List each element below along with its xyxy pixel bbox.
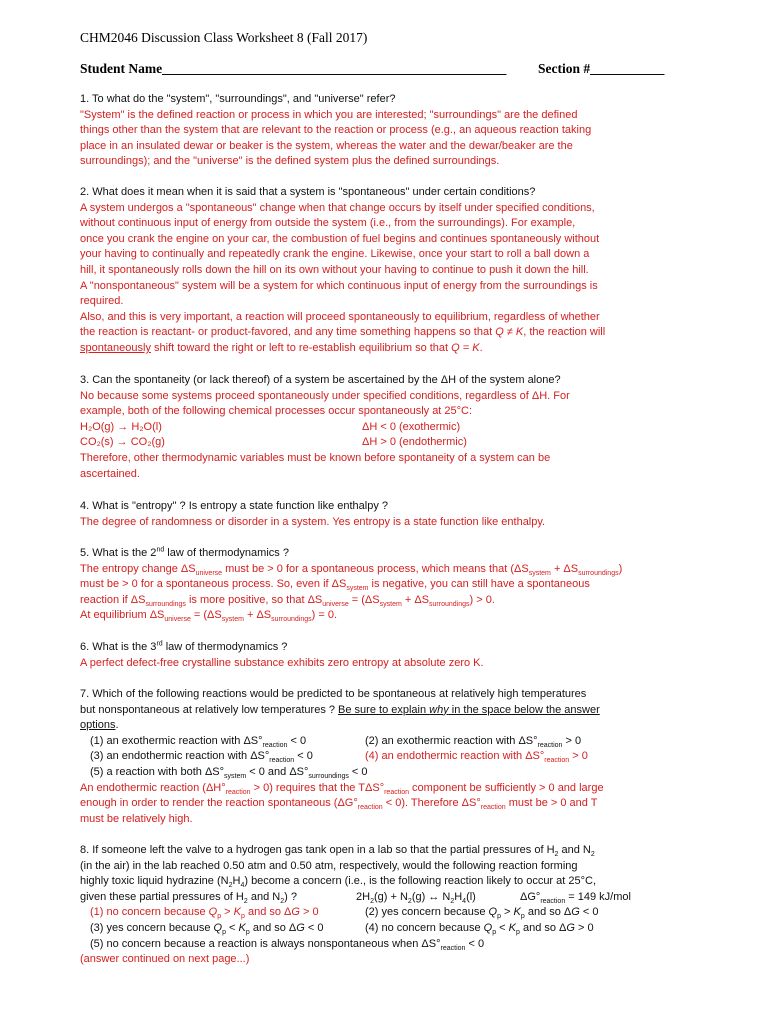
answer-1-line: place in an insulated dewar or beaker is the system, whereas the water and the dewar/beaker are the [80,139,573,152]
section-field [538,61,664,77]
answer-3-line: ascertained. [80,467,140,480]
q8-text: > [500,906,514,919]
q8-text: ΔG° [520,890,541,903]
student-name-label: Student Name [80,61,163,76]
q8-delta-g [520,890,631,906]
q8-var: G [571,906,580,919]
q-equals-k: Q = K [451,341,480,354]
q8-sub: 2 [590,851,595,859]
q7-option-4-correct [365,749,588,765]
q8-sub: reaction [440,944,466,952]
a7-text: must be > 0 and T [505,797,598,810]
q8-var: Q [488,906,498,919]
q8-var: Q [213,921,223,934]
answer-3-line: example, both of the following chemical processes occur spontaneously at 25°C: [80,405,473,418]
answer-2-line: once you crank the engine on your car, the combustion of fuel begins and continues spontaneously without [80,232,600,245]
answer-2-line: hill, it spontaneously rolls down the hill on its own without your having to continue to push it down the hill. [80,263,589,276]
a5-sub: system [528,569,551,577]
q8-sub: 2 [554,851,559,859]
q8-var: G [566,921,575,934]
q8-text: 8. If someone left the valve to a hydrogen gas tank open in a lab so that the partial pressures of H [80,844,555,856]
q7-option-1 [90,735,306,747]
q8-sub: 2 [407,897,412,905]
q8-sub: 2 [280,897,285,905]
answer-2-line: without continuous input of energy from outside the system (i.e., from the surroundings). For example, [80,217,576,230]
q8-var: K [508,921,516,934]
a7-sub: reaction [384,788,409,796]
question-7-line: 7. Which of the following reactions would be predicted to be spontaneous at relatively high temperatures [80,688,587,700]
q7-sub: reaction [262,741,288,749]
answer-2-text: . [479,341,483,354]
q8-option-1-correct [90,906,319,921]
q8-text: (l) [466,890,476,903]
a5-sub: universe [164,616,191,624]
q5-sup: nd [156,546,165,554]
reaction-row-2 [80,435,692,451]
a7-text: < 0). Therefore ΔS° [382,797,481,810]
q7-text: < 0 [348,765,368,778]
q7-text: . [115,719,119,732]
q7-text: < 0 [287,734,307,747]
answer-2-line: your having to continually and repeatedly crank the engine. Likewise, once your start to roll a ball down a [80,248,590,261]
q8-text: highly toxic liquid hydrazine (N [80,875,229,888]
a5-sub: universe [322,600,349,608]
question-5-text [80,546,692,562]
student-name-line: ___________________________________________________ [162,61,507,76]
question-8-line [80,874,692,890]
answer-5-line [80,593,692,609]
q8-text: (g) ↔ N [411,890,451,903]
q8-sub: p [241,913,245,921]
answer-4-text: The degree of randomness or disorder in a system. Yes entropy is a state function like enthalpy. [80,515,546,528]
q7-text: (1) an exothermic reaction with ΔS° [90,734,263,747]
a5-text: + ΔS [550,562,579,575]
question-8-line [80,843,692,859]
a5-sub: surroundings [429,600,470,608]
question-7 [80,687,692,827]
q7-underlined [338,704,600,716]
q8-text: < [225,921,239,934]
q7-sub: system [224,773,247,781]
q8-text: and N [558,844,591,856]
q8-sub: p [492,929,497,937]
question-7-line [80,718,692,734]
q8-text: = 149 kJ/mol [565,890,631,903]
section-label: Section # [538,61,591,76]
a5-text: ) > 0. [469,593,495,606]
a7-text: component be sufficiently > 0 and large [409,781,604,794]
a7-sub: reaction [357,804,383,812]
a5-text: must be > 0 for a spontaneous process, which means that (ΔS [222,562,529,575]
a5-text: = (ΔS [190,609,222,622]
q8-text: (g) + N [373,890,408,903]
q8-var: K [238,921,246,934]
worksheet-title: CHM2046 Discussion Class Worksheet 8 (Fall 2017) [80,30,368,45]
q6-text: law of thermodynamics ? [162,641,288,653]
question-3-text: 3. Can the spontaneity (or lack thereof) of a system be ascertained by the ΔH of the system alone? [80,374,561,386]
q8-text: > 0 [574,921,594,934]
question-2-text: 2. What does it mean when it is said that a system is "spontaneous" under certain conditions? [80,186,536,198]
q8-text: < 0 [579,906,599,919]
q8-text: (1) no concern because [90,906,209,919]
question-8-line: (in the air) in the lab reached 0.50 atm and 0.50 atm, respectively, would the following reaction forming [80,859,578,872]
reaction-1-enthalpy: ΔH < 0 (exothermic) [362,420,461,433]
q8-sub: p [520,913,525,921]
q8-text: 2H [356,890,371,903]
q7-text: but nonspontaneous at relatively low temperatures ? [80,703,339,716]
q8-var: Q [208,906,218,919]
q7-why: why [429,703,449,716]
q8-text: > [221,906,234,919]
a5-sub: system [379,600,402,608]
q8-option-5 [80,937,692,953]
q8-var: K [513,906,521,919]
q7-options-row [80,749,692,765]
q8-sub: 2 [450,897,455,905]
q8-var: Q [483,921,493,934]
answer-7-line [80,781,692,797]
reaction-row-1 [80,420,692,436]
question-7-line [80,703,692,719]
a5-sub: system [346,585,369,593]
q8-sub: p [217,913,222,921]
q8-reaction-equation [356,890,476,906]
q7-option-2 [365,734,581,750]
q5-text: law of thermodynamics ? [164,547,289,559]
spontaneously-underlined: spontaneously [80,341,151,354]
answer-5-line [80,577,692,593]
q8-var: G [296,921,305,934]
q7-options-row [80,734,692,750]
q8-sub: 2 [370,897,374,905]
q7-text: (5) a reaction with both ΔS° [90,765,225,778]
a5-text: = (ΔS [348,593,380,606]
q7-sub: reaction [544,757,570,765]
answer-2-line: required. [80,295,124,308]
q8-var: G [291,906,300,919]
q7-text: < 0 and ΔS° [246,765,309,778]
answer-5-line [80,608,692,624]
answer-5-line [80,562,692,578]
question-8-line [80,890,692,906]
question-2 [80,185,692,357]
answer-2-line [80,341,692,357]
reaction-1-equation: H₂O(g) → H₂O(l) [80,420,162,433]
question-1-text: 1. To what do the "system", "surroundings", and "universe" refer? [80,93,396,105]
q8-option-4 [365,921,594,937]
q7-options-underlined: options [80,719,116,732]
a5-text: The entropy change ΔS [80,562,196,575]
q8-option-2 [365,905,599,921]
q8-text: < [496,921,509,934]
q5-text: 5. What is the 2 [80,547,157,559]
q8-sub: 4 [462,897,467,905]
q8-text: > 0 [299,906,319,919]
q7-sub: reaction [537,741,563,749]
a5-text: At equilibrium ΔS [80,609,165,622]
q8-text: (4) no concern because [365,921,484,934]
q7-option-5 [80,765,692,781]
answer-2-text: shift toward the right or left to re-establish equilibrium so that [150,341,452,354]
answer-2-line: A system undergos a "spontaneous" change when that change occurs by itself under specified conditions, [80,201,595,214]
q7-text: > 0 [569,750,588,763]
q7-text: (2) an exothermic reaction with ΔS° [365,734,538,747]
q8-text: and so Δ [244,906,292,919]
q8-sub: 4 [240,882,245,890]
a5-sub: surroundings [578,569,619,577]
student-info-row [80,61,680,77]
answer-7-line [80,796,692,812]
a5-text: ) = 0. [311,609,337,622]
a5-sub: surroundings [145,600,186,608]
q8-text: H [454,890,463,903]
a7-sub: reaction [480,804,506,812]
q8-sub: 2 [228,882,233,890]
q8-text: (5) no concern because a reaction is always nonspontaneous when ΔS° [90,937,441,950]
q7-text: < 0 [294,750,313,763]
answer-1-line: surroundings); and the "universe" is the defined system plus the defined surroundings. [80,155,500,168]
q8-options-row [80,905,692,921]
a7-text: enough in order to render the reaction spontaneous (ΔG° [80,797,358,810]
q8-sub: p [516,929,520,937]
answer-1-line: "System" is the defined reaction or process in which you are interested; "surroundings" are the defined [80,108,578,121]
question-3 [80,373,692,482]
question-1 [80,92,692,170]
q8-var: K [233,906,241,919]
question-6-text [80,640,692,656]
a5-text: must be > 0 for a spontaneous process. So, even if ΔS [80,578,347,591]
answer-2-line [80,325,692,341]
q8-sub: p [222,929,226,937]
q6-sup: rd [156,640,163,648]
q8-text: ) become a concern (i.e., is the following reaction likely to occur at 25°C, [244,875,597,888]
q8-sub: p [497,913,501,921]
q7-text: (3) an endothermic reaction with ΔS° [90,750,270,763]
a5-text: reaction if ΔS [80,593,146,606]
q8-text: and N [247,890,281,903]
a5-sub: system [221,616,244,624]
question-6 [80,640,692,671]
a7-text: > 0) requires that the TΔS° [250,781,385,794]
q7-option-3 [90,750,313,765]
answer-7-line: must be relatively high. [80,812,193,825]
a5-text: is negative, you can still have a spontaneous [368,578,590,591]
answer-continued-note: (answer continued on next page...) [80,953,250,966]
answer-2-text: , the reaction will [523,326,606,339]
q8-sub: reaction [540,897,566,905]
q8-text: given these partial pressures of H [80,890,244,903]
a5-sub: surroundings [271,616,312,624]
a5-text: + ΔS [243,609,272,622]
q8-given-text [80,891,297,903]
answer-1-line: things other than the system that are relevant to the reaction or process (e.g., an aqueous reaction taking [80,124,592,137]
q8-text: and so Δ [249,921,297,934]
answer-2-text: the reaction is reactant- or product-favored, and any time something happens so that [80,326,496,339]
reaction-2-enthalpy: ΔH > 0 (endothermic) [362,436,467,449]
q8-sub: p [245,929,250,937]
q7-text: in the space below the answer [448,703,600,716]
q6-text: 6. What is the 3 [80,641,157,653]
q8-option-3 [90,921,324,937]
q8-text: H [232,875,241,888]
answer-2-line: A "nonspontaneous" system will be a system for which continuous input of energy from the surroundings is [80,279,598,292]
reaction-2-equation: CO₂(s) → CO₂(g) [80,436,165,449]
answer-2-line: Also, and this is very important, a reaction will proceed spontaneously to equilibrium, regardless of whether [80,310,600,323]
question-4 [80,499,692,530]
q8-text: < 0 [465,937,485,950]
q8-text: (2) yes concern because [365,906,489,919]
q8-sub: 2 [243,897,248,905]
q8-text: and so Δ [524,906,572,919]
section-line: ___________ [590,61,665,76]
q-not-equal-k: Q ≠ K [495,326,524,339]
q8-text: < 0 [304,921,324,934]
answer-3-line: No because some systems proceed spontaneously under specified conditions, regardless of ΔH. For [80,389,570,402]
q8-text: ) ? [284,890,297,903]
question-5 [80,546,692,624]
answer-3-line: Therefore, other thermodynamic variables must be known before spontaneity of a system can be [80,451,551,464]
q7-text: > 0 [562,734,582,747]
q8-text: (3) yes concern because [90,921,214,934]
a5-text: is more positive, so that ΔS [185,593,323,606]
q7-sub: reaction [269,757,295,765]
a7-text: An endothermic reaction (ΔH° [80,781,226,794]
q7-sub: surroundings [308,773,349,781]
a5-text: + ΔS [401,593,430,606]
question-4-text: 4. What is "entropy" ? Is entropy a state function like enthalpy ? [80,500,389,512]
q8-text: and so Δ [519,921,567,934]
a7-sub: reaction [225,788,251,796]
q8-options-row [80,921,692,937]
q7-text: (4) an endothermic reaction with ΔS° [365,750,545,763]
answer-6-text: A perfect defect-free crystalline substance exhibits zero entropy at absolute zero K. [80,656,484,669]
q7-text: Be sure to explain [338,703,430,716]
a5-text: ) [618,562,623,575]
a5-sub: universe [195,569,223,577]
question-8 [80,843,692,968]
